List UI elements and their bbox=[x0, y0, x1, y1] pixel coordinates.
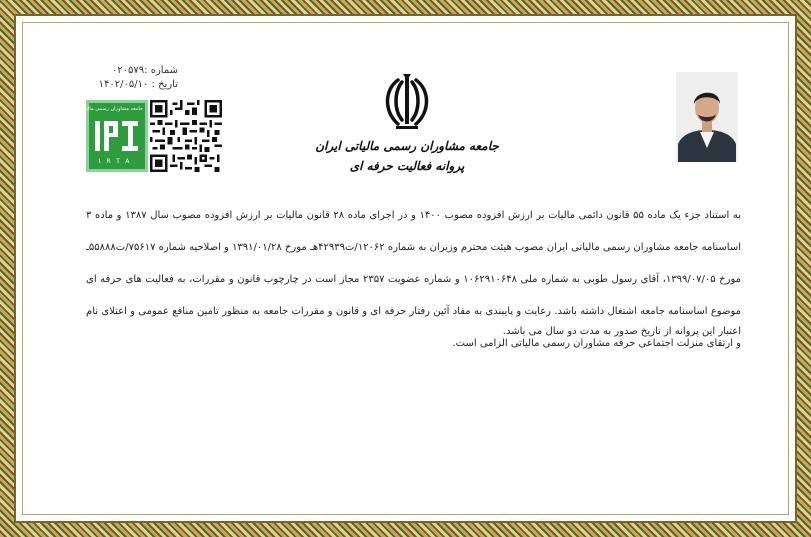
document-meta bbox=[78, 64, 178, 92]
organization-title bbox=[300, 136, 514, 176]
member-photo bbox=[676, 72, 738, 162]
iran-emblem-icon bbox=[376, 72, 438, 132]
association-logo bbox=[67, 100, 148, 172]
logo-caption: جامعه مشاوران رسمی مالیاتی ایران bbox=[67, 106, 143, 112]
document-date: تاریخ : ۱۴۰۲/۰۵/۱۰ bbox=[98, 79, 178, 90]
document-number: شماره :۰۲۰۵۷۹ bbox=[111, 65, 178, 76]
logo-letters-icon bbox=[93, 119, 141, 155]
certificate-paragraph: به استناد جزء یک ماده ۵۵ قانون دائمی مالیات بر ارزش افزوده مصوب ۱۴۰۰ و در اجرای ماده ۲۸ قانون مالیات بر ارزش افزوده مصوب سال ۱۳۸۷ و ماده ۳ اساسنامه جامعه مشاوران رسمی مالیاتی ایران مصوب هیئت محترم وزیران به شماره ۱۲۰۶۲/ت۴۲۹۳۹هـ مورخ ۱۳۹۱/۰۱/۲۸ و اصلاحیه شماره ۷۵۶۱۷/ت۵۵۸۸۸ـ مورخ ۱۳۹۹/۰۷/۰۵، آقای رسول طوبی به شماره ملی ۱۰۶۲۹۱۰۶۴۸ و شماره عضویت ۲۳۵۷ مجاز است در چارچوب قانون و مقررات، به فعالیت های حرفه ای موضوع اساسنامه جامعه اشتغال داشته باشد. رعایت و پایبندی به مفاد آئین رفتار حرفه ای و قانون و مقررات جامعه به منظور تامین منافع عمومی و اعتلای نام و ارتقای منزلت اجتماعی حرفه مشاوران رسمی مالیاتی الزامی است. bbox=[85, 210, 741, 349]
qr-code-icon[interactable] bbox=[150, 100, 222, 172]
organization-name: جامعه مشاوران رسمی مالیاتی ایران bbox=[315, 139, 499, 153]
document-type: پروانه فعالیت حرفه ای bbox=[349, 159, 465, 173]
validity-note: اعتبار این پروانه از تاریخ صدور به مدت دو سال می باشد. bbox=[502, 326, 741, 337]
logo-letters-text: IRTA bbox=[98, 158, 136, 165]
